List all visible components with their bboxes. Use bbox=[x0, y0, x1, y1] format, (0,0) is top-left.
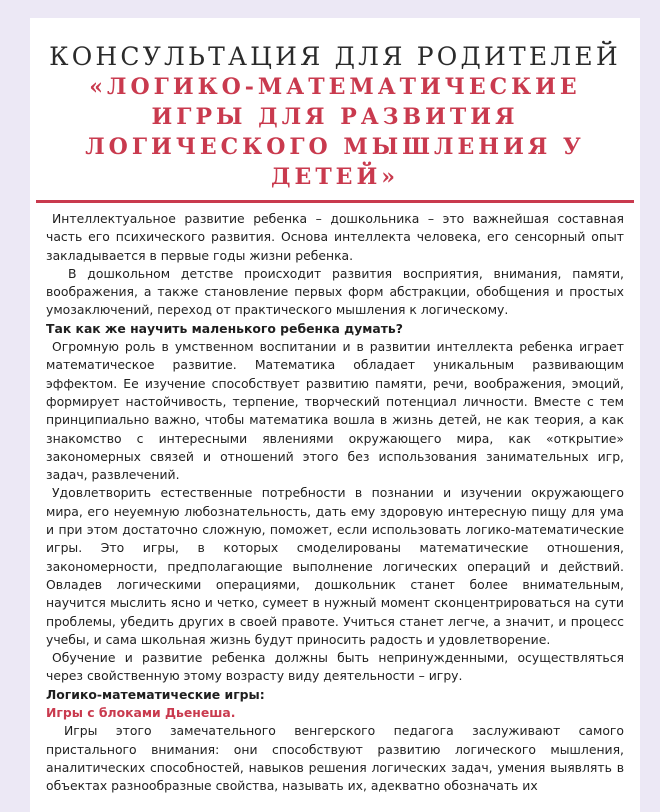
paragraph-learning-through-play: Обучение и развитие ребенка должны быть непринужденными, осуществляться через свойственную этому возрасту виду деятельности – игру. bbox=[46, 650, 624, 684]
heading-dienes-blocks: Игры с блоками Дьенеша. bbox=[46, 705, 236, 721]
question-heading: Так как же научить маленького ребенка думать? bbox=[46, 320, 403, 336]
title-divider bbox=[36, 200, 634, 203]
document-body bbox=[46, 210, 624, 796]
title-topic-line-1: «ЛОГИКО-МАТЕМАТИЧЕСКИЕ bbox=[89, 74, 581, 100]
paragraph-intellectual-development: Интеллектуальное развитие ребенка – дошкольника – это важнейшая составная часть его психического развития. Основа интеллекта человека, его сенсорный опыт закладывается в первые годы жизни ребенка. bbox=[46, 211, 624, 263]
title-topic bbox=[55, 72, 615, 192]
title-topic-line-3: ЛОГИЧЕСКОГО МЫШЛЕНИЯ У bbox=[85, 134, 585, 160]
document-title bbox=[30, 42, 640, 192]
document-page bbox=[30, 18, 640, 812]
paragraph-math-role: Огромную роль в умственном воспитании и в развитии интеллекта ребенка играет математическое развитие. Математика обладает уникальным развивающим эффектом. Ее изучение способствует развитию памяти, речи, воображения, эмоций, формирует настойчивость, терпение, творческий потенциал личности. Вместе с тем принципиально важно, чтобы математика вошла в жизнь детей, не как теория, а как знакомство с интересными явлениями окружающего мира, как «открытие» закономерных связей и отношений этого без использования занимательных игр, задач, развлечений. bbox=[46, 339, 624, 483]
heading-logic-math-games: Логико-математические игры: bbox=[46, 686, 265, 702]
title-topic-line-2: ИГРЫ ДЛЯ РАЗВИТИЯ bbox=[151, 104, 519, 130]
paragraph-dienes-games: Игры этого замечательного венгерского педагога заслуживают самого пристального внимания: они способствуют развитию логического мышления, аналитических способностей, навыков решения логических задач, умения выявлять в объектах разнообразные свойства, называть их, адекватно обозначать их bbox=[46, 723, 624, 794]
paragraph-natural-needs: Удовлетворить естественные потребности в познании и изучении окружающего мира, его неуемную любознательность, дать ему здоровую интересную пищу для ума и при этом достаточно сложную, поможет, если использовать логико-математические игры. Это игры, в которых смоделированы математические отношения, закономерности, предполагающие выполнение логических операций и действий. Овладев логическими операциями, дошкольник станет более внимательным, научится мыслить ясно и четко, сумеет в нужный момент сконцентрироваться на сути проблемы, убедить других в своей правоте. Учиться станет легче, а значит, и процесс учебы, и сама школьная жизнь будут приносить радость и удовлетворение. bbox=[46, 485, 624, 647]
paragraph-preschool-childhood: В дошкольном детстве происходит развития восприятия, внимания, памяти, воображения, а также становление первых форм абстракции, обобщения и простых умозаключений, переход от практического мышления к логическому. bbox=[46, 265, 624, 318]
title-consultation: КОНСУЛЬТАЦИЯ ДЛЯ РОДИТЕЛЕЙ bbox=[49, 42, 621, 71]
title-topic-line-4: ДЕТЕЙ» bbox=[270, 164, 399, 190]
